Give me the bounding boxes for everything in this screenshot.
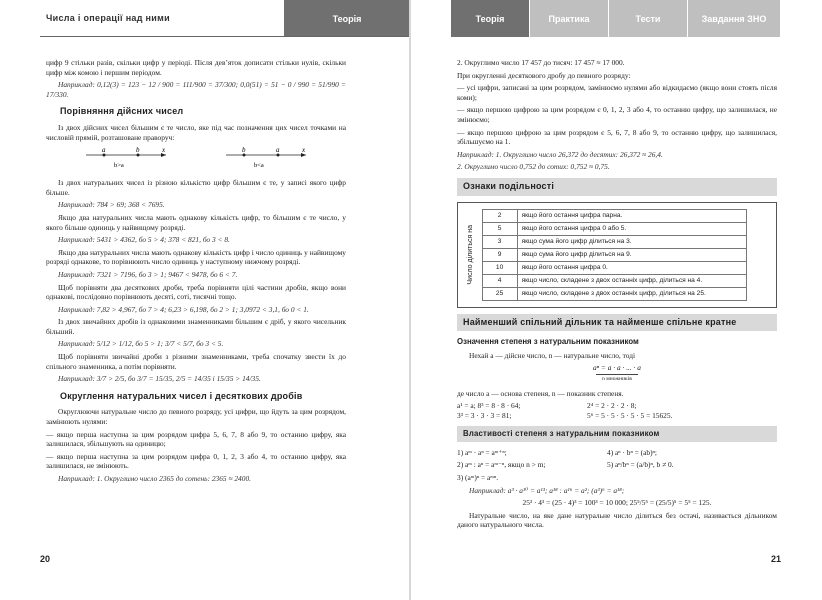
divisor-number: 2 <box>482 209 517 222</box>
power-ex-l1: a¹ = a; 8³ = 8 · 8 · 64; <box>457 401 521 411</box>
prop-5: 5) aⁿ/bⁿ = (a/b)ⁿ, b ≠ 0. <box>607 460 674 470</box>
divisibility-row <box>482 222 746 235</box>
page-number-left: 20 <box>40 554 51 564</box>
comparison-p6: Із двох звичайних дробів із однаковими знаменниками більшим є дріб, у якого чисельник більший. <box>46 317 346 336</box>
right-content <box>457 58 777 533</box>
divisor-number: 5 <box>482 222 517 235</box>
example-periodic: Наприклад: 0,12(3) = 123 − 12 / 900 = 111/900 = 37/300; 0,0(51) = 51 − 0 / 990 = 51/990 = 17/330. <box>46 80 346 99</box>
decimal-rounding-li3: — якщо першою цифрою за цим розрядом є 5, 6, 7, 8 або 9, то останню цифру, що залишилася, збільшуємо на 1. <box>457 127 777 147</box>
power-examples-row2 <box>457 411 777 421</box>
power-ex-l2: 3³ = 3 · 3 · 3 = 81; <box>457 410 512 420</box>
divisibility-box <box>457 202 777 308</box>
divisibility-rule: якщо сума його цифр ділиться на 3. <box>517 235 746 248</box>
caption-1: b>a <box>114 162 124 170</box>
comparison-p5: Щоб порівняти два десяткових дроби, треба порівняти цілі частини дробів, якщо вони однакові, послідовно порівнюють десяті, соті, тисячні тощо. <box>46 282 346 302</box>
intro-text: цифр 9 стільки разів, скільки цифр у періоді. Після дев’яток дописати стільки нулів, скільки цифр між комою і першим періодом. <box>46 58 346 77</box>
decimal-rounding-intro: При округленні десяткового дробу до певного розряду: <box>457 70 631 80</box>
page-number-right: 21 <box>770 554 781 564</box>
tab-tests[interactable]: Тести <box>609 0 688 37</box>
label-x2: x <box>302 146 306 155</box>
rounding-li2: — якщо перша наступна за цим розрядом цифра 0, 1, 2, 3 або 4, то останню цифру, яка залишилася, не змінюють. <box>46 451 346 471</box>
tab-theory-right[interactable]: Теорія <box>451 0 530 37</box>
gcd-lcm-title: Найменший спільний дільник та найменше спільне кратне <box>457 314 777 332</box>
number-line-diagram <box>46 146 346 172</box>
divisor-number: 10 <box>482 261 517 274</box>
divisor-number: 3 <box>482 235 517 248</box>
power-formula <box>457 363 777 384</box>
divisibility-rule: якщо його остання цифра 0 або 5. <box>517 222 746 235</box>
comparison-ex2: Наприклад: 784 > 69; 368 < 7695. <box>58 200 165 210</box>
divisibility-row <box>482 235 746 248</box>
divisor-number: 9 <box>482 248 517 261</box>
power-props-title: Властивості степеня з натуральним показником <box>457 426 777 442</box>
right-page <box>411 0 821 600</box>
power-ex-r2: 5⁶ = 5 · 5 · 5 · 5 · 5 = 15625. <box>587 410 673 420</box>
comparison-ex5: Наприклад: 7,82 > 4,967, бо 7 > 4; 6,23 > 6,198, бо 2 > 1; 3,0972 < 3,1, бо 0 < 1. <box>58 304 309 314</box>
prop-3: 3) (aᵐ)ⁿ = aᵐⁿ. <box>457 473 499 483</box>
divisor-number: 25 <box>482 287 517 300</box>
rounding-ex1: Наприклад: 1. Округлимо число 2365 до сотень: 2365 ≈ 2400. <box>58 474 251 483</box>
comparison-ex4: Наприклад: 7321 > 7196, бо 3 > 1; 9467 < 9478, бо 6 < 7. <box>58 269 238 279</box>
divisor-number: 4 <box>482 274 517 287</box>
decimal-rounding-li2: — якщо першою цифрою за цим розрядом є 0, 1, 2, 3 або 4, то останню цифру, що залишилася, не змінюємо; <box>457 105 777 124</box>
comparison-ex6: Наприклад: 5/12 > 1/12, бо 5 > 1; 3/7 < 5/7, бо 3 < 5. <box>58 339 224 349</box>
props-row1 <box>457 448 777 458</box>
comparison-p1: Із двох дійсних чисел більшим є те число, яке під час позначення цих чисел точками на числовій прямій, розташоване праворуч: <box>46 122 346 142</box>
prop-2: 2) aᵐ : aⁿ = aᵐ⁻ⁿ, якщо n > m; <box>457 460 546 470</box>
comparison-ex7: Наприклад: 3/7 > 2/5, бо 3/7 = 15/35, 2/5 = 14/35 і 15/35 > 14/35. <box>58 374 261 384</box>
header-title: Числа і операції над ними <box>46 13 170 23</box>
props-example1: Наприклад: a³ · a¹⁰ = a¹³; a¹⁸ : a¹⁶ = a²; (a³)⁶ = a¹⁸; <box>469 485 625 495</box>
divisibility-row <box>482 261 746 274</box>
props-example2: 25³ · 4³ = (25 · 4)³ = 100³ = 10 000; 25⁵/5⁵ = (25/5)⁵ = 5⁵ = 125. <box>522 498 712 508</box>
divisibility-table <box>482 209 747 301</box>
decimal-round-ex1: Наприклад: 1. Округлимо число 26,372 до десятих: 26,372 ≈ 26,4. <box>457 149 663 159</box>
comparison-p3: Якщо два натуральних числа мають однакову кількість цифр, то більшим є те число, у якого більше одиниць у найвищому розряді. <box>46 212 346 232</box>
divisibility-rule: якщо сума його цифр ділиться на 9. <box>517 248 746 261</box>
comparison-ex3: Наприклад: 5431 > 4362, бо 5 > 4; 378 < 821, бо 3 < 8. <box>58 235 230 245</box>
divisibility-row <box>482 209 746 222</box>
comparison-p4: Якщо два натуральних числа мають однакову кількість цифр і число одиниць у найвищому розряді однакове, то порівнюють число одиниць у наступному нижчому розряді. <box>46 247 346 267</box>
label-a: a <box>102 146 106 155</box>
divisibility-row <box>482 274 746 287</box>
tab-zno-tasks[interactable]: Завдання ЗНО <box>688 0 781 37</box>
decimal-rounding-li1: — усі цифри, записані за цим розрядом, замінюємо нулями або відкидаємо (якщо вони стоять після коми); <box>457 83 777 102</box>
comparison-p7: Щоб порівняти звичайні дроби з різними знаменниками, треба спочатку звести їх до спільного знаменника, а потім порівняти. <box>46 352 346 371</box>
power-ex-r1: 2⁴ = 2 · 2 · 2 · 8; <box>587 401 637 411</box>
comparison-p2: Із двох натуральних чисел із різною кількістю цифр більшим є те, у записі якого цифр більше. <box>46 178 346 197</box>
power-def-text: Нехай a — дійсне число, n — натуральне число, тоді <box>469 350 636 360</box>
label-b: b <box>136 146 140 155</box>
decimal-round-ex2: 2. Округлимо число 0,752 до сотих: 0,752 ≈ 0,75. <box>457 162 610 172</box>
power-formula-main: aⁿ = a · a · ... · a <box>593 363 641 373</box>
section-title-rounding: Округлення натуральних чисел і десяткових дробів <box>60 390 303 401</box>
divisibility-row <box>482 287 746 300</box>
divisibility-title: Ознаки подільності <box>457 178 777 196</box>
label-x: x <box>162 146 166 155</box>
left-header <box>0 0 410 38</box>
section-title-comparison: Порівняння дійсних чисел <box>60 106 184 117</box>
left-content <box>46 58 346 487</box>
divisibility-side-label: Число ділиться на <box>467 224 474 285</box>
power-explain: де число a — основа степеня, n — показник степеня. <box>457 388 624 398</box>
tab-theory[interactable]: Теорія <box>284 0 411 37</box>
prop-1: 1) aᵐ · aⁿ = aᵐ⁺ⁿ; <box>457 447 507 457</box>
label-a2: a <box>276 146 280 155</box>
divisibility-rule: якщо його остання цифра парна. <box>517 209 746 222</box>
caption-2: b<a <box>254 162 264 170</box>
power-def-title: Означення степеня з натуральним показником <box>457 337 639 347</box>
label-b2: b <box>242 146 246 155</box>
props-row2 <box>457 460 777 470</box>
power-examples-row1 <box>457 401 777 411</box>
rounding-li1: — якщо перша наступна за цим розрядом цифра 5, 6, 7, 8 або 9, то останню цифру, яка залишилася, збільшують на одиницю; <box>46 429 346 449</box>
round-ex-thousands: 2. Округлимо число 17 457 до тисяч: 17 457 ≈ 17 000. <box>457 58 625 67</box>
left-page <box>0 0 410 600</box>
tab-practice[interactable]: Практика <box>530 0 609 37</box>
power-formula-sub: n множників <box>596 374 638 385</box>
divisibility-rule: якщо його остання цифра 0. <box>517 261 746 274</box>
divisibility-rule: якщо число, складене з двох останніх цифр, ділиться на 25. <box>517 287 746 300</box>
divisibility-row <box>482 248 746 261</box>
rounding-p1: Округлюючи натуральне число до певного розряду, усі цифри, що йдуть за цим розрядом, замінюють нулями: <box>46 407 346 427</box>
divisibility-rule: якщо число, складене з двох останніх цифр, ділиться на 4. <box>517 274 746 287</box>
prop-4: 4) aⁿ · bⁿ = (ab)ⁿ; <box>607 447 657 457</box>
divisor-definition: Натуральне число, на яке дане натуральне число ділиться без остачі, називається дільником даного натурального числа. <box>457 510 777 530</box>
